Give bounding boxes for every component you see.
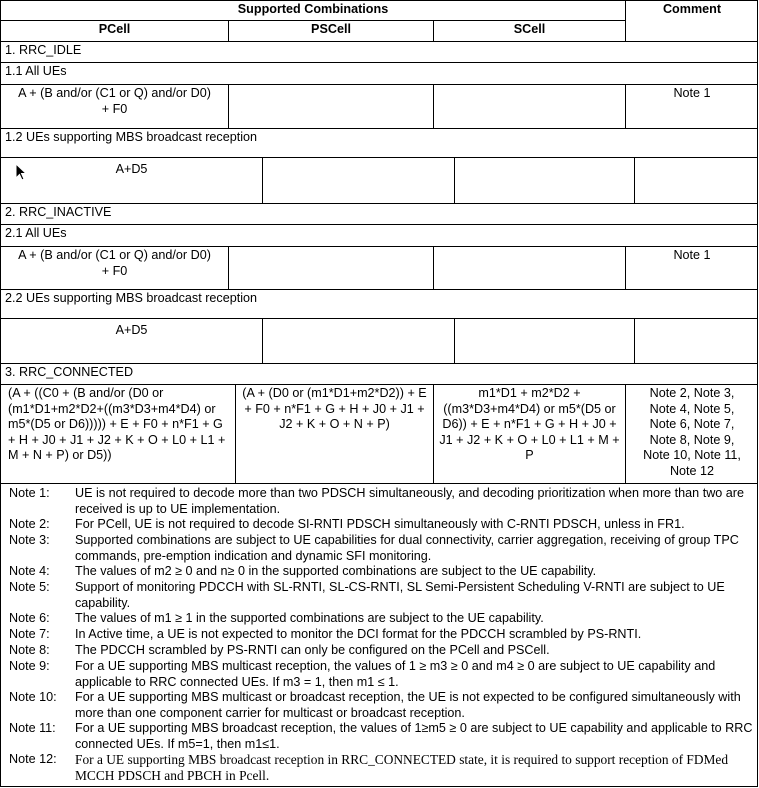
idle-comment: Note 1 bbox=[625, 84, 758, 128]
note-text: In Active time, a UE is not expected to monitor the DCI format for the PDCCH scrambled by PS-RNTI. bbox=[75, 627, 642, 641]
inactive-comment: Note 1 bbox=[625, 246, 758, 289]
connected-comment: Note 2, Note 3, Note 4, Note 5, Note 6, Note 7, Note 8, Note 9, Note 10, Note 11, Note 12 bbox=[625, 384, 758, 483]
section-rrc-connected: 3. RRC_CONNECTED bbox=[0, 363, 758, 384]
section-mbs-broadcast-inactive: 2.2 UEs supporting MBS broadcast reception bbox=[0, 289, 758, 318]
inactive-mbs-scell-cell bbox=[454, 318, 634, 363]
note-label: Note 5: bbox=[9, 580, 50, 594]
inactive-pcell-combination: A + (B and/or (C1 or Q) and/or D0) + F0 bbox=[0, 246, 228, 289]
section-all-ues-inactive: 2.1 All UEs bbox=[0, 224, 758, 246]
section-all-ues: 1.1 All UEs bbox=[0, 62, 758, 84]
pscell-header: PSCell bbox=[228, 20, 433, 41]
inactive-pscell-cell bbox=[228, 246, 433, 289]
scell-header: SCell bbox=[433, 20, 625, 41]
inactive-mbs-pcell: A+D5 bbox=[0, 318, 262, 363]
note-label: Note 7: bbox=[9, 627, 50, 641]
note-label: Note 11: bbox=[9, 721, 56, 735]
note-label: Note 1: bbox=[9, 486, 50, 500]
note-text: For a UE supporting MBS multicast reception, the values of 1 ≥ m3 ≥ 0 and m4 ≥ 0 are subject to UE capability and applicable to RRC connected UEs. If m3 = 1, then m1 ≤ 1. bbox=[75, 659, 716, 689]
note-text: For a UE supporting MBS multicast or broadcast reception, the UE is not expected to be configured simultaneously with more than one component carrier for multicast or broadcast reception. bbox=[75, 690, 741, 720]
supported-combinations-header: Supported Combinations bbox=[0, 0, 625, 20]
idle-scell-cell bbox=[433, 84, 625, 128]
note-text: The values of m2 ≥ 0 and n≥ 0 in the supported combinations are subject to the UE capability. bbox=[75, 564, 597, 578]
idle-mbs-pscell-cell bbox=[262, 157, 454, 203]
connected-pscell-combination: (A + (D0 or (m1*D1+m2*D2)) + E + F0 + n*F1 + G + H + J0 + J1 + J2 + K + O + N + P) bbox=[235, 384, 433, 483]
note-label: Note 6: bbox=[9, 611, 50, 625]
note-text: UE is not required to decode more than two PDSCH simultaneously, and decoding prioritization when more than two are received is up to UE implementation. bbox=[75, 486, 744, 516]
section-rrc-inactive: 2. RRC_INACTIVE bbox=[0, 203, 758, 224]
note-text: For a UE supporting MBS broadcast reception in RRC_CONNECTED state, it is required to support reception of FDMed MCCH PDSCH and PBCH in Pcell. bbox=[75, 752, 729, 783]
note-label: Note 10: bbox=[9, 690, 57, 704]
idle-mbs-pcell: A+D5 bbox=[0, 157, 262, 203]
connected-scell-combination: m1*D1 + m2*D2 + ((m3*D3+m4*D4) or m5*(D5 or D6)) + E + n*F1 + G + H + J0 + J1 + J2 + K + O + L0 + L1 + M + P bbox=[433, 384, 625, 483]
note-text: The PDCCH scrambled by PS-RNTI can only be configured on the PCell and PSCell. bbox=[75, 643, 550, 657]
note-text: The values of m1 ≥ 1 in the supported combinations are subject to the UE capability. bbox=[75, 611, 544, 625]
notes-block bbox=[0, 483, 757, 786]
pcell-header: PCell bbox=[0, 20, 228, 41]
idle-pscell-cell bbox=[228, 84, 433, 128]
connected-pcell-combination: (A + ((C0 + (B and/or (D0 or (m1*D1+m2*D2+((m3*D3+m4*D4) or m5*(D5 or D6))))) + E + F0 + n*F1 + G + H + J0 + J1 + J2 + K + O + L0 + L1 + M + N + P) or D5)) bbox=[0, 384, 235, 483]
note-label: Note 3: bbox=[9, 533, 50, 547]
section-rrc-idle: 1. RRC_IDLE bbox=[0, 41, 758, 62]
note-label: Note 4: bbox=[9, 564, 50, 578]
note-text: For a UE supporting MBS broadcast reception, the values of 1≥m5 ≥ 0 are subject to UE capability and applicable to RRC connected UEs. If m5=1, then m1≤1. bbox=[75, 721, 753, 751]
note-label: Note 8: bbox=[9, 643, 50, 657]
note-label: Note 12: bbox=[9, 752, 57, 766]
idle-mbs-scell-cell bbox=[454, 157, 634, 203]
note-label: Note 9: bbox=[9, 659, 50, 673]
mouse-pointer-icon bbox=[15, 163, 29, 183]
inactive-mbs-pscell-cell bbox=[262, 318, 454, 363]
inactive-scell-cell bbox=[433, 246, 625, 289]
note-text: Supported combinations are subject to UE capabilities for dual connectivity, carrier aggregation, receiving of group TPC commands, pre-emption indication and dynamic SFI monitoring. bbox=[75, 533, 739, 563]
note-label: Note 2: bbox=[9, 517, 50, 531]
comment-header: Comment bbox=[625, 0, 758, 41]
idle-mbs-comment-cell bbox=[634, 157, 758, 203]
section-mbs-broadcast: 1.2 UEs supporting MBS broadcast reception bbox=[0, 128, 758, 157]
note-text: Support of monitoring PDCCH with SL-RNTI, SL-CS-RNTI, SL Semi-Persistent Scheduling V-RNTI are subject to UE capability. bbox=[75, 580, 725, 610]
inactive-mbs-comment-cell bbox=[634, 318, 758, 363]
idle-pcell-combination: A + (B and/or (C1 or Q) and/or D0) + F0 bbox=[0, 84, 228, 128]
note-text: For PCell, UE is not required to decode SI-RNTI PDSCH simultaneously with C-RNTI PDSCH, unless in FR1. bbox=[75, 517, 685, 531]
